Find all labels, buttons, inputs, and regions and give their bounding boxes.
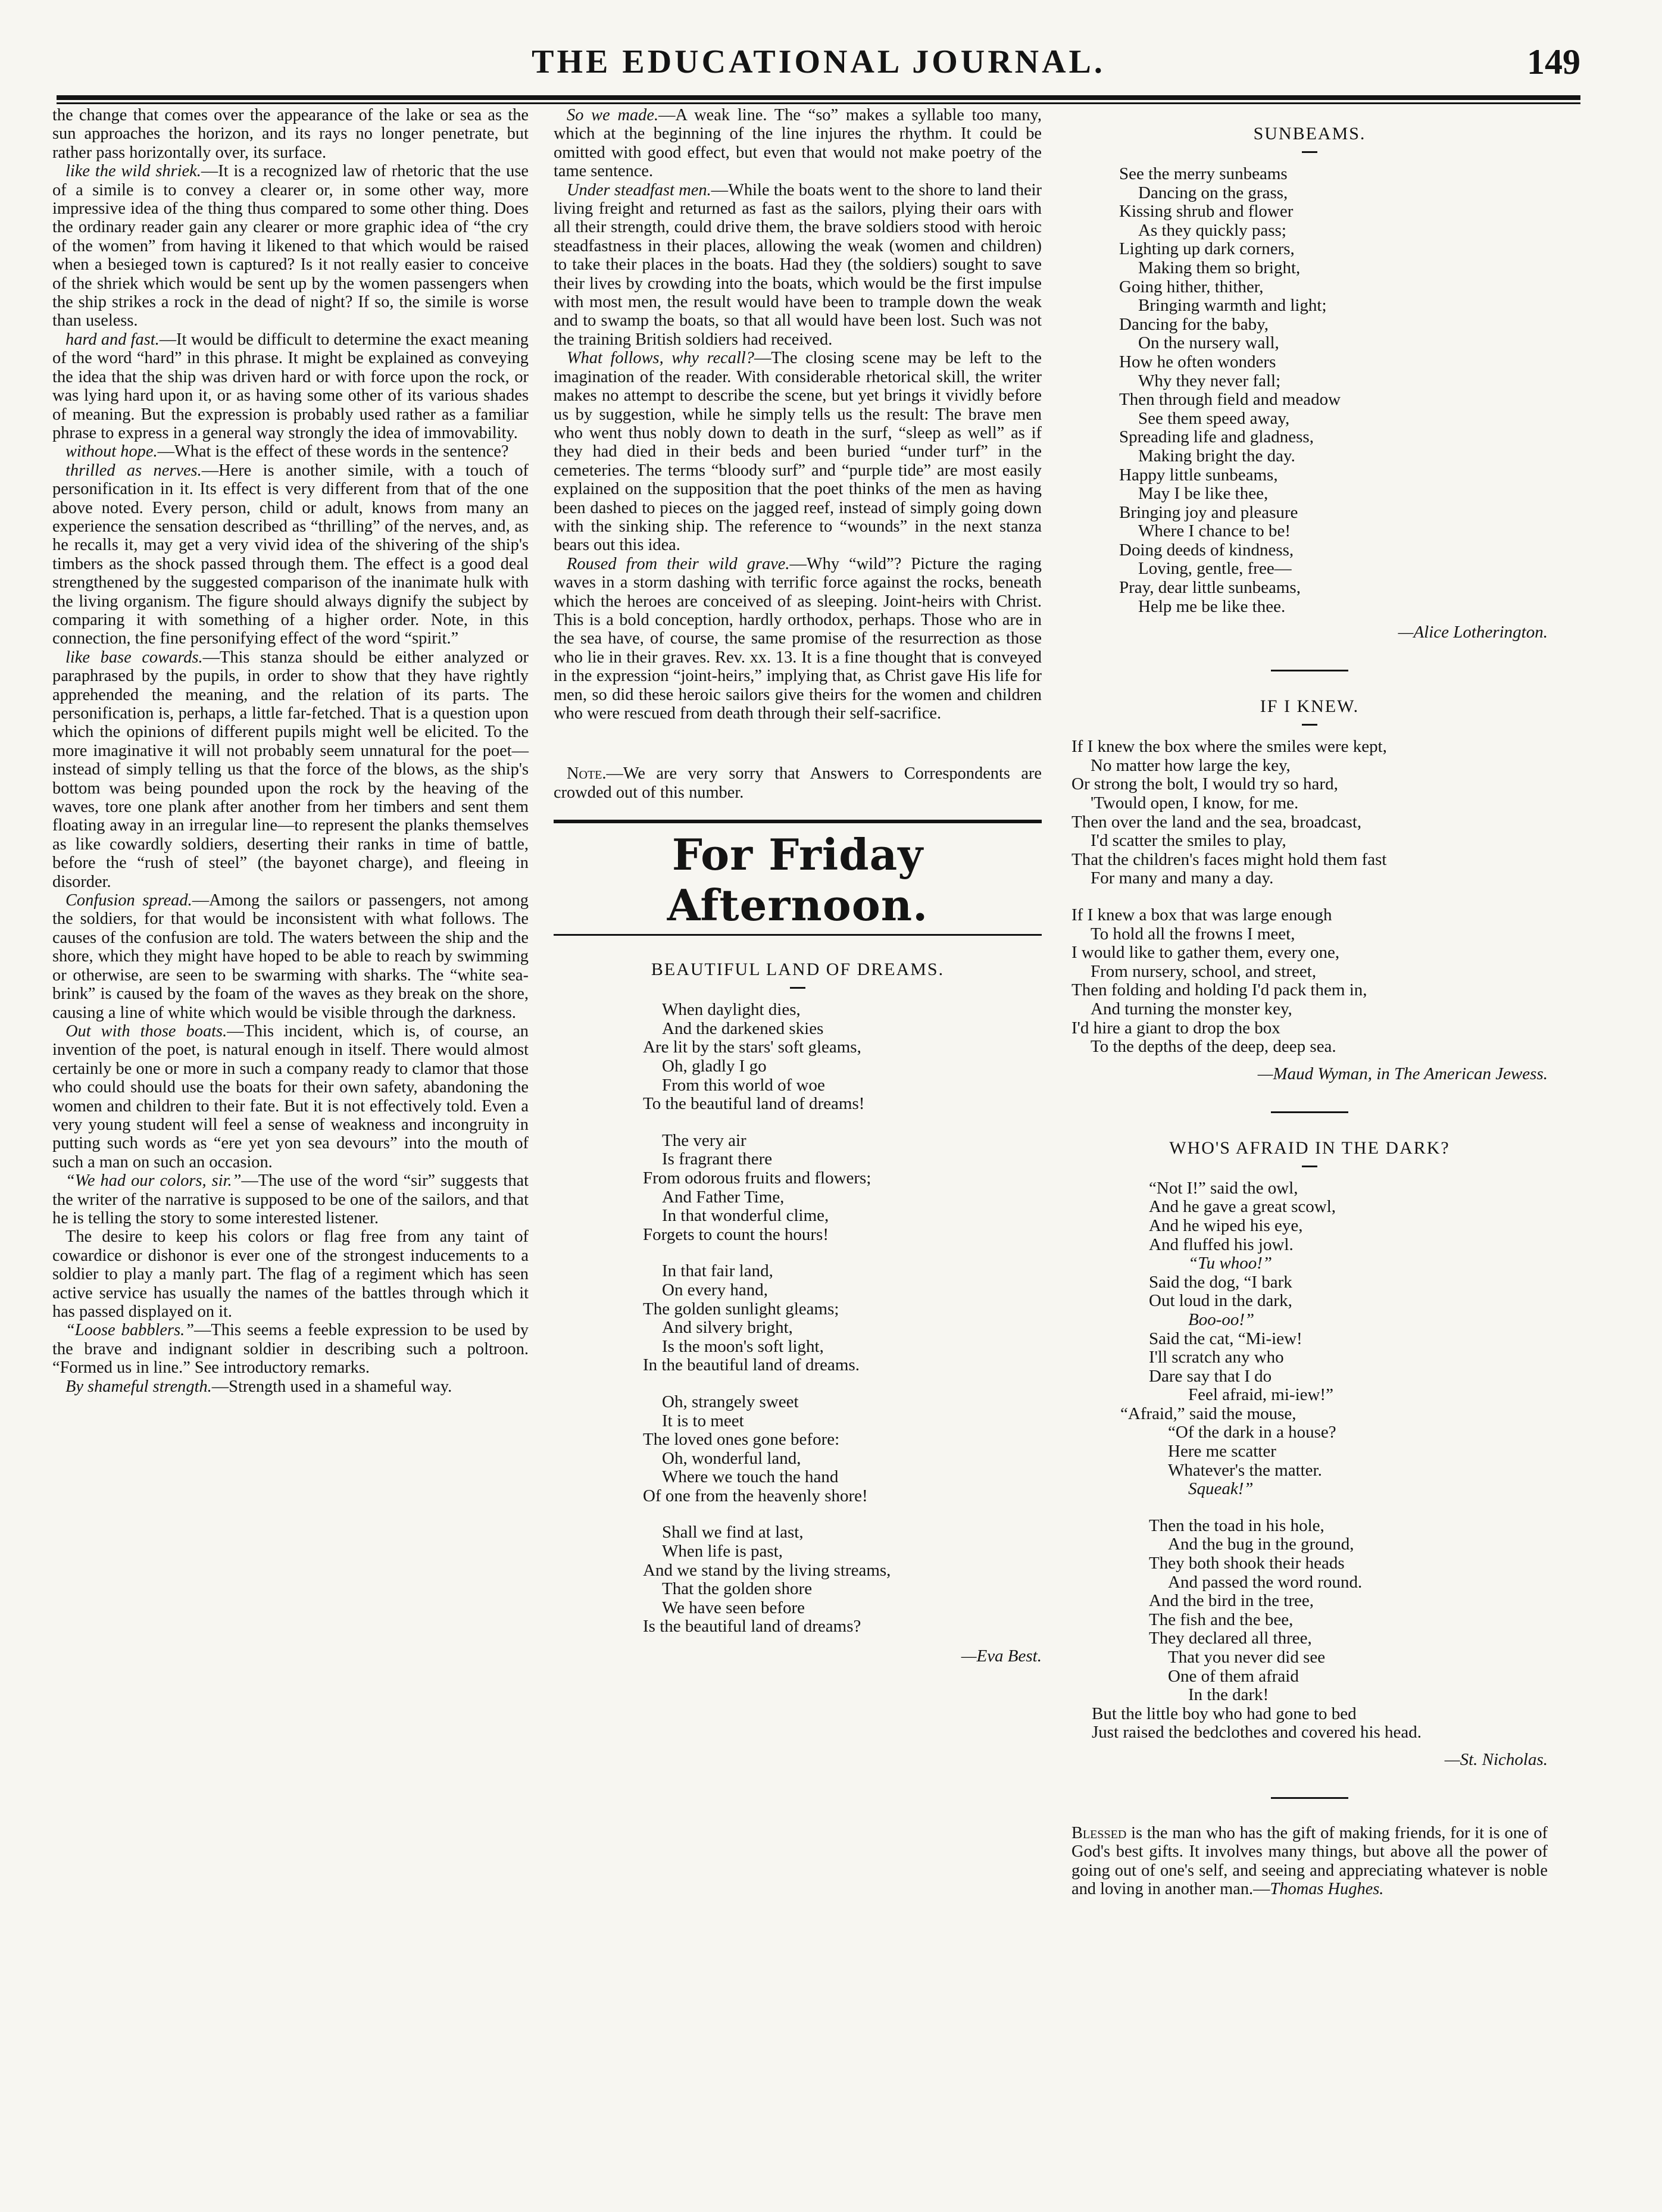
masthead-rule (57, 95, 1580, 100)
stanza (1120, 1178, 1530, 1499)
poem-line: Just raised the bedclothes and covered his head. (1092, 1723, 1422, 1742)
paragraph-text: —The use of the word “sir” suggests that the writer of the narrative is supposed to be one of the sailors, and that he is telling the story to some interested listener. (52, 1171, 529, 1227)
paragraph (52, 162, 529, 330)
title-dash (1302, 724, 1317, 726)
section-heading: For Friday Afternoon. (554, 820, 1042, 936)
poem-beautiful-land-of-dreams (643, 1001, 952, 1636)
paragraph-lead: Out with those boats. (65, 1021, 227, 1041)
paragraph (554, 106, 1042, 181)
poem-line: In that fair land, (662, 1261, 773, 1281)
paragraph-lead: hard and fast. (65, 330, 160, 349)
poem-line: We have seen before (662, 1598, 805, 1617)
poem-line: When daylight dies, (662, 1000, 801, 1020)
closing-text: is the man who has the gift of making friends, for it is one of God's best gifts. It involves many things, but above all the power of going out of one's self, and seeing and appreciating whatever is noble and loving in another man.— (1071, 1823, 1548, 1899)
poem-line: Then the toad in his hole, (1149, 1516, 1324, 1535)
poem-line: Making them so bright, (1138, 258, 1301, 277)
closing-quote (1071, 1824, 1548, 1899)
paragraph-lead: Confusion spread. (65, 891, 192, 910)
paragraph-text: —It is a recognized law of rhetoric that the use of a simile is to convey a clearer or, in some other way, more impressive idea of the thing thus compared to some other thing. Does the ordinary reader gain any clearer or more graphic idea of “the cry of the women” from having it likened to that which would be raised when a besieged town is captured? Is it not really easier to conceive of the shriek which would be sent up by the women passengers when the ship strikes a rock in the dead of night? If so, the simile is worse than useless. (52, 162, 529, 330)
poem-line: Bringing warmth and light; (1138, 296, 1327, 315)
page-number: 149 (1527, 42, 1580, 82)
paragraph-lead: “We had our colors, sir.” (65, 1171, 242, 1191)
paragraph (52, 330, 529, 442)
poem-line: They both shook their heads (1149, 1554, 1345, 1573)
poem-line: The golden sunlight gleams; (643, 1299, 839, 1319)
stanza (643, 1523, 952, 1636)
poem-line: From odorous fruits and flowers; (643, 1168, 871, 1188)
note-text: —We are very sorry that Answers to Correspondents are crowded out of this number. (554, 764, 1042, 802)
paragraph-text: —This incident, which is, of course, an invention of the poet, is natural enough in itself. There would almost certainly be one or more in such a company ready to clamor that those who could should use the boats for their own safety, abandoning the women and children to their fate. But it is not effectively told. Even a very young student will feel a sense of weakness and incongruity in putting such words as “ere yet yon sea devours” into the mouth of such a man on such an occasion. (52, 1021, 529, 1171)
poem-line: Then folding and holding I'd pack them in, (1071, 980, 1367, 1000)
stanza (1071, 906, 1548, 1057)
paragraph (554, 349, 1042, 554)
poem-line: “Afraid,” said the mouse, (1120, 1404, 1297, 1423)
poem-line: Or strong the bolt, I would try so hard, (1071, 774, 1338, 794)
poem-title-if-i-knew: IF I KNEW. (1260, 696, 1360, 717)
journal-title: THE EDUCATIONAL JOURNAL. (532, 43, 1105, 80)
stanza (643, 1262, 952, 1375)
poem-line: Is the moon's soft light, (662, 1336, 824, 1356)
poem-line: Happy little sunbeams, (1119, 465, 1278, 485)
poem-line: Feel afraid, mi-iew!” (1188, 1385, 1333, 1405)
paragraph (52, 442, 529, 461)
paragraph-text: —This seems a feeble expression to be used by the brave and indignant soldier in describing such a poltroon. “Formed us in line.” See introductory remarks. (52, 1321, 529, 1377)
poem-line: Pray, dear little sunbeams, (1119, 578, 1301, 598)
paragraph-lead: like base cowards. (65, 648, 203, 667)
stanza (643, 1001, 952, 1114)
poem-line: Going hither, thither, (1119, 277, 1264, 296)
paragraph-lead: Under steadfast men. (567, 180, 711, 199)
paragraph-lead: “Loose babblers.” (65, 1321, 195, 1340)
paragraph (52, 1171, 529, 1227)
closing-lead: Blessed (1071, 1823, 1127, 1842)
poem-line: That the golden shore (662, 1579, 813, 1599)
poem-line: Shall we find at last, (662, 1523, 804, 1542)
poem-line: “Not I!” said the owl, (1149, 1178, 1298, 1198)
poem-line: Oh, gladly I go (662, 1057, 767, 1076)
paragraph-text: —Why “wild”? Picture the raging waves in a storm dashing with terrific force against the rocks, beneath which the heroes are conceived of as sleeping. Joint-heirs with Christ. This is a bold conception, hardly orthodox, perhaps. Those who are in the sea have, of course, the same promise of the resurrection as those who lie in their graves. Rev. xx. 13. It is a fine thought that is conveyed in the expression “joint-heirs,” implying that, as Christ gave His life for men, so did these heroic sailors give theirs for the women and children who were rescued from death through their self-sacrifice. (554, 554, 1042, 723)
poem-line: Are lit by the stars' soft gleams, (643, 1038, 861, 1057)
poem-line: And the bird in the tree, (1149, 1591, 1314, 1611)
poem-line: That the children's faces might hold them fast (1071, 849, 1387, 869)
paragraph-lead: Roused from their wild grave. (567, 554, 790, 573)
poem-line: Spreading life and gladness, (1119, 427, 1314, 447)
separator-rule (1271, 1111, 1348, 1113)
poem-line: Then through field and meadow (1119, 390, 1341, 410)
poem-line: Where we touch the hand (662, 1467, 839, 1487)
poem-line: Is fragrant there (662, 1149, 773, 1169)
masthead-rule-thin (57, 102, 1580, 104)
paragraph-text: —Among the sailors or passengers, not among the soldiers, for that would be inconsistent with what follows. The causes of the confusion are told. The waters between the ship and the shore, which they might have hoped to be able to reach by swimming or otherwise, are seen to be swarming with sharks. The “white sea-brink” is caused by the foam of the waves as they break on the shore, causing a line of white which would be visible through the darkness. (52, 891, 529, 1022)
paragraph-lead: What follows, why recall? (567, 349, 754, 368)
poem-line: Where I chance to be! (1138, 521, 1291, 541)
title-dash (1302, 151, 1317, 153)
poem-line: And passed the word round. (1168, 1572, 1363, 1592)
poem-line: That you never did see (1168, 1648, 1326, 1667)
poem-line: Squeak!” (1188, 1479, 1254, 1499)
paragraph (554, 181, 1042, 349)
poem-line: Help me be like thee. (1138, 596, 1286, 616)
poem-line: Is the beautiful land of dreams? (643, 1617, 861, 1636)
poem-line: 'Twould open, I know, for me. (1091, 793, 1299, 813)
poem-line: May I be like thee, (1138, 484, 1269, 504)
poem-line: Doing deeds of kindness, (1119, 540, 1294, 560)
stanza (1071, 738, 1548, 888)
separator-rule (1271, 1797, 1348, 1799)
poem-whos-afraid-in-the-dark (1089, 1179, 1530, 1742)
poem-line: Forgets to count the hours! (643, 1224, 829, 1244)
paragraph (52, 106, 529, 162)
poem-title-sunbeams: SUNBEAMS. (1253, 124, 1366, 143)
poem-line: To the beautiful land of dreams! (643, 1094, 865, 1114)
poem-line: Of one from the heavenly shore! (643, 1486, 868, 1505)
poem-line: For many and many a day. (1091, 868, 1274, 888)
poem-line: Why they never fall; (1138, 371, 1281, 390)
poem-if-i-knew (1071, 738, 1548, 1057)
poem-line: From this world of woe (662, 1075, 825, 1095)
poem-line: And silvery bright, (662, 1318, 793, 1338)
poem-line: Dancing for the baby, (1119, 314, 1269, 334)
poem-line: In the beautiful land of dreams. (643, 1355, 860, 1375)
paragraph (52, 1022, 529, 1171)
separator-rule (1271, 670, 1348, 671)
paragraph (554, 555, 1042, 723)
stanza (643, 1393, 952, 1506)
poem-line: From nursery, school, and street, (1091, 961, 1317, 981)
poem-line: No matter how large the key, (1091, 755, 1291, 775)
poem-line: Loving, gentle, free— (1138, 559, 1292, 579)
paragraph (52, 891, 529, 1022)
poem-line: The loved ones gone before: (643, 1430, 840, 1449)
paragraph (52, 648, 529, 891)
poem-line: And he wiped his eye, (1149, 1216, 1303, 1235)
poem-line: On the nursery wall, (1138, 333, 1279, 353)
poem-line: They declared all three, (1149, 1629, 1312, 1648)
poem-line: But the little boy who had gone to bed (1092, 1704, 1357, 1723)
paragraph-text: the change that comes over the appearance of the lake or sea as the sun approaches the horizon, and its rays no longer penetrate, but rather pass horizontally over, its surface. (52, 106, 529, 162)
poem-line: In the dark! (1188, 1685, 1269, 1705)
poem-line: See the merry sunbeams (1119, 164, 1288, 183)
poem-line: Said the cat, “Mi-iew! (1149, 1329, 1302, 1348)
poem-line: Here me scatter (1168, 1442, 1276, 1461)
attribution-alice-lotherington: —Alice Lotherington. (1398, 623, 1548, 642)
masthead (57, 36, 1580, 101)
poem-line: I'll scratch any who (1149, 1348, 1284, 1367)
poem-line: It is to meet (662, 1411, 744, 1430)
paragraph-lead: thrilled as nerves. (65, 461, 202, 480)
paragraph-text: —The closing scene may be left to the imagination of the reader. With considerable rhetorical skill, the writer makes no attempt to describe the scene, but yet brings it vividly before us by suggestion, while he simply tells us the result: The brave men who went thus nobly down to death in the surf, “sleep as well” as if they had died in their beds and been buried “under turf” in the cemeteries. The terms “bloody surf” and “purple tide” are most easily explained on the supposition that the poet thinks of the men as having been dashed to pieces on the jagged reef, instead of simply going down with the sinking ship. The reference to “wounds” in the next stanza bears out this idea. (554, 349, 1042, 555)
poem-line: And we stand by the living streams, (643, 1560, 891, 1580)
poem-line: And the bug in the ground, (1168, 1535, 1354, 1554)
poem-line: Bringing joy and pleasure (1119, 502, 1298, 522)
poem-line: Dare say that I do (1149, 1366, 1272, 1386)
poem-line: Dancing on the grass, (1138, 183, 1288, 202)
paragraph-lead: without hope. (65, 442, 158, 461)
paragraph-text: —A weak line. The “so” makes a syllable too many, which at the beginning of the line injures the rhythm. It could be omitted with good effect, but even that would not make poetry of the tame sentence. (554, 106, 1042, 181)
poem-line: When life is past, (662, 1542, 783, 1561)
poem-line: “Of the dark in a house? (1168, 1423, 1336, 1442)
attribution-maud-wyman: —Maud Wyman, in The American Jewess. (1257, 1064, 1548, 1083)
poem-line: And fluffed his jowl. (1149, 1235, 1294, 1254)
poem-line: One of them afraid (1168, 1666, 1299, 1686)
poem-line: How he often wonders (1119, 352, 1276, 371)
poem-line: The fish and the bee, (1149, 1610, 1294, 1629)
paragraph-lead: like the wild shriek. (65, 162, 201, 181)
poem-sunbeams (1119, 165, 1500, 616)
poem-line: To the depths of the deep, deep sea. (1091, 1037, 1336, 1057)
poem-line: Oh, strangely sweet (662, 1392, 799, 1411)
poem-line: Whatever's the matter. (1168, 1460, 1322, 1480)
note-correspondents (554, 764, 1042, 802)
title-dash (1302, 1166, 1317, 1167)
notes-continued (554, 106, 1042, 723)
note-label: Note. (567, 764, 607, 783)
poem-line: And he gave a great scowl, (1149, 1197, 1336, 1217)
column-right (1071, 106, 1548, 1899)
paragraph-text: —Here is another simile, with a touch of personification in it. Its effect is very different from that of the one above noted. Every person, child or adult, knows from many an experience the sensation described as “thrilling” of the nerves, and, as he recalls it, may get a very vivid idea of the shivering of the ship's timbers as the shock passed through them. The effect is a good deal strengthened by the suggested comparison of the inanimate hulk with the living organism. The figure should always dignify the subject by comparing it with something of a higher order. Note, in this connection, the fine personifying effect of the word “spirit.” (52, 461, 529, 648)
poem-line: On every hand, (662, 1280, 768, 1299)
paragraph (52, 1321, 529, 1377)
poem-line: To hold all the frowns I meet, (1091, 924, 1295, 943)
poem-line: And Father Time, (662, 1187, 785, 1207)
poem-line: And the darkened skies (662, 1018, 824, 1038)
paragraph-lead: By shameful strength. (65, 1377, 212, 1396)
poem-line: The very air (662, 1130, 746, 1150)
paragraph-text: —What is the effect of these words in the sentence? (157, 442, 509, 461)
stanza (643, 1132, 952, 1245)
poem-title-whos-afraid: WHO'S AFRAID IN THE DARK? (1169, 1138, 1450, 1158)
poem-title-dreams: BEAUTIFUL LAND OF DREAMS. (651, 960, 945, 980)
poem-line: If I knew the box where the smiles were kept, (1071, 737, 1387, 757)
poem-line: I'd scatter the smiles to play, (1091, 831, 1286, 851)
poem-line: Lighting up dark corners, (1119, 239, 1295, 259)
title-dash (790, 987, 805, 989)
paragraph (52, 461, 529, 648)
closing-author: Thomas Hughes. (1270, 1880, 1384, 1899)
stanza (1092, 1516, 1530, 1742)
paragraph-text: —This stanza should be either analyzed or paraphrased by the pupils, in order to show that they have rightly apprehended the meaning, and the relation of its parts. The personification is, perhaps, a little far-fetched. That is a question upon which the opinions of different pupils might well be elicited. To the more imaginative it will not probably seem unnatural for the poet—instead of simply telling us that the force of the blows, as the ship's bottom was being pounded upon the rock by the heaving of the waves, tore one plank after another from her timbers and sent them floating away in an irregular line—to represent the planks themselves as like cowardly soldiers, deserting their ranks in time of battle, before the “rush of steel” (the bayonet charge), and fleeing in disorder. (52, 648, 529, 891)
poem-line: Then over the land and the sea, broadcast, (1071, 812, 1362, 832)
column-middle (554, 106, 1042, 1666)
poem-line: Kissing shrub and flower (1119, 202, 1294, 221)
poem-line: I would like to gather them, every one, (1071, 943, 1340, 963)
poem-line: I'd hire a giant to drop the box (1071, 1018, 1280, 1038)
poem-line: Out loud in the dark, (1149, 1291, 1292, 1311)
paragraph-lead: So we made. (567, 106, 659, 124)
paragraph-text: The desire to keep his colors or flag free from any taint of cowardice or dishonor is ever one of the strongest inducements to a soldier to play a manly part. The flag of a regiment which has seen active service has usually the names of the battles through which it has passed displayed on it. (52, 1227, 529, 1321)
paragraph-text: —Strength used in a shameful way. (211, 1377, 452, 1396)
attribution-st-nicholas: —St. Nicholas. (1444, 1749, 1548, 1769)
paragraph (52, 1227, 529, 1321)
poem-line: Making bright the day. (1138, 446, 1295, 465)
poem-line: And turning the monster key, (1091, 999, 1292, 1018)
paragraph (52, 1377, 529, 1396)
poem-line: “Tu whoo!” (1188, 1254, 1273, 1273)
poem-line: Oh, wonderful land, (662, 1448, 801, 1468)
paragraph-text: —It would be difficult to determine the exact meaning of the word “hard” in this phrase. It might be explained as conveying the idea that the ship was driven hard or with force upon the rock, or was lying hard upon it, or as having some other of its various shades of meaning. But the expression is probably used rather as a familiar phrase to express in a general way strongly the idea of immovability. (52, 330, 529, 442)
poem-line: As they quickly pass; (1138, 220, 1286, 240)
column-left (52, 106, 529, 1396)
poem-line: Said the dog, “I bark (1149, 1272, 1292, 1292)
poem-line: Boo-oo!” (1188, 1310, 1255, 1329)
poem-line: See them speed away, (1138, 408, 1290, 428)
poem-line: If I knew a box that was large enough (1071, 905, 1332, 924)
attribution-eva-best: —Eva Best. (961, 1646, 1042, 1666)
paragraph-text: —While the boats went to the shore to land their living freight and returned as fast as the sailors, plying their oars with all their strength, could drive them, the brave soldiers stood with heroic steadfastness in their places, allowing the weak (women and children) to take their places in the boats. Had they (the soldiers) sought to save their lives by crowding into the boats, which would be the first impulse with most men, the result would have been to trample down the weak and to swamp the boats, so that all would have been lost. Such was not the training British soldiers had received. (554, 180, 1042, 349)
poem-line: In that wonderful clime, (662, 1206, 829, 1226)
